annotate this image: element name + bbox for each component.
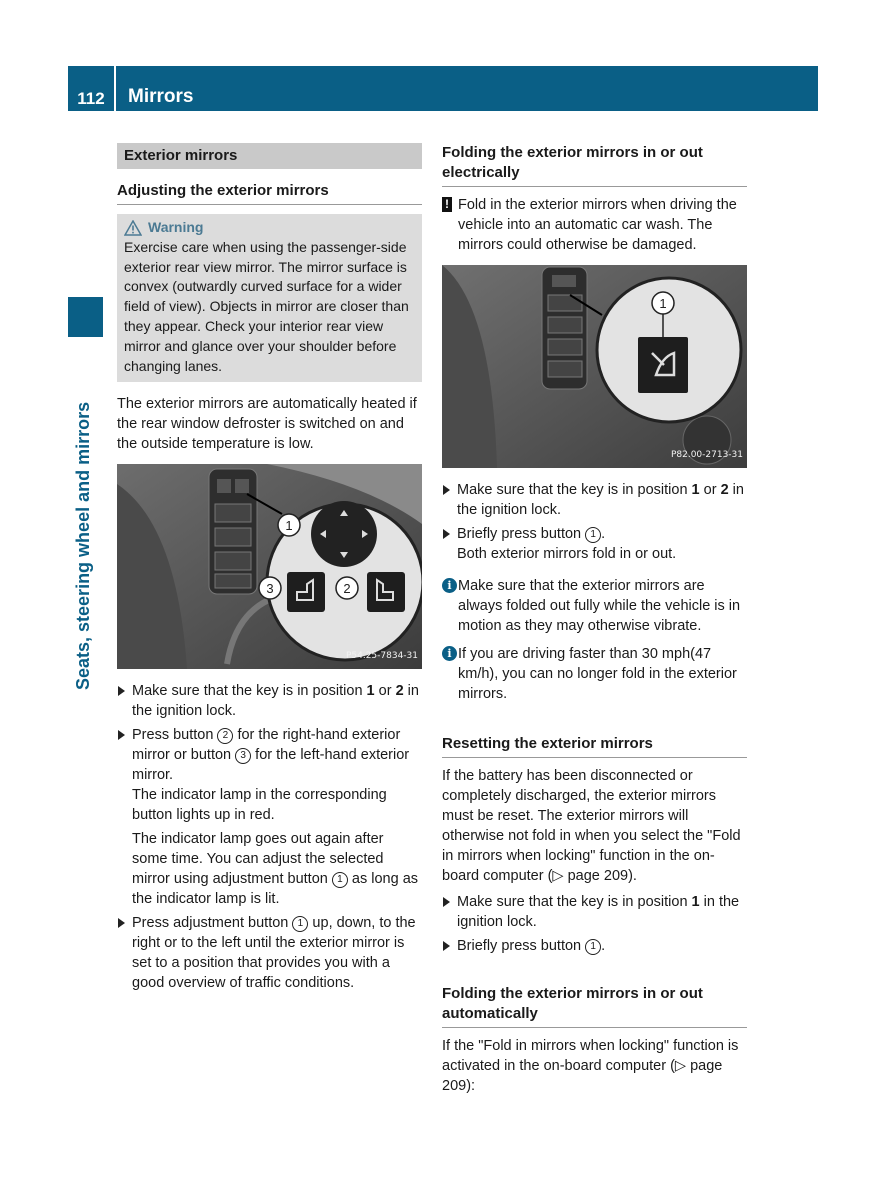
step-text: Briefly press button [457, 938, 586, 954]
step-text: Briefly press button [457, 526, 586, 542]
reset-text: If the battery has been disconnected or completely discharged, the exterior mirrors must be reset. The exterior mirrors will otherwise not fold in when you select the "Fold in mirrors when locking" function in the on-board computer (▷ page 209). [442, 768, 741, 884]
button-ref: 3 [235, 748, 251, 764]
callout-3: 3 [266, 581, 274, 597]
step-text: for the left-hand exterior mirror. [132, 747, 410, 784]
step-value: 1 [366, 683, 375, 700]
caution-text: Fold in the exterior mirrors when driving the vehicle into an automatic car wash. The mirrors could otherwise be damaged. [458, 197, 737, 253]
step-text: in the ignition lock. [457, 894, 740, 930]
page-header [68, 66, 818, 111]
heading-folding-automatically: Folding the exterior mirrors in or out automatically [442, 984, 747, 1028]
page-number: 112 [77, 89, 105, 108]
left-column [117, 143, 422, 993]
bullet-arrow-icon [443, 941, 450, 951]
step-text: Make sure that the key is in position [457, 894, 692, 910]
step-adjust [117, 913, 422, 993]
step-text: for the right-hand exterior mirror or button [132, 727, 401, 764]
fold-button-illustration [442, 265, 747, 468]
reset-step-press [442, 936, 747, 956]
button-ref: 2 [217, 728, 233, 744]
info-icon: i [442, 578, 457, 593]
warning-text: Exercise care when using the passenger-side exterior rear view mirror. The mirror surface is convex (outwardly curved surface for a wider field of view). Objects in mirror are closer than they appear. Check your interior rear view mirror and glance over your shoulder before changing lanes. [124, 238, 409, 374]
step-text: or [374, 683, 396, 700]
intro-text: The exterior mirrors are automatically heated if the rear window defroster is switched on and the outside temperature is low. [117, 396, 417, 453]
section-heading: Exterior mirrors [117, 143, 422, 169]
warning-title-row [124, 218, 415, 238]
header-divider [114, 66, 116, 111]
step-result: The indicator lamp in the corresponding button lights up in red. [132, 787, 387, 824]
info-note [442, 576, 747, 636]
step-text: Make sure that the key is in position [457, 482, 692, 498]
step-text: or [699, 482, 721, 498]
info-note [442, 644, 747, 704]
button-ref: 1 [332, 872, 348, 888]
caution-note [442, 195, 747, 255]
heading-resetting: Resetting the exterior mirrors [442, 734, 747, 758]
warning-box [117, 214, 422, 382]
step-value: 2 [395, 683, 404, 700]
callout-1: 1 [659, 296, 667, 311]
caution-icon: ! [442, 197, 452, 212]
button-ref: 1 [585, 939, 601, 955]
step-text: . [601, 938, 606, 954]
step-value: 2 [720, 482, 729, 498]
step-key-position [117, 681, 422, 721]
heading-folding-electrically: Folding the exterior mirrors in or out electrically [442, 143, 747, 187]
fold-button-figure [442, 265, 747, 468]
button-ref: 1 [292, 916, 308, 932]
step-key-position [442, 480, 747, 520]
step-press-fold [442, 524, 747, 544]
step-result: Both exterior mirrors fold in or out. [457, 546, 677, 562]
bullet-arrow-icon [443, 485, 450, 495]
bullet-arrow-icon [118, 686, 125, 696]
figure-caption: P82.00-2713-31 [670, 450, 743, 460]
bullet-arrow-icon [443, 897, 450, 907]
callout-1: 1 [285, 518, 293, 534]
warning-triangle-icon [124, 220, 142, 236]
warning-title: Warning [148, 219, 204, 235]
step-text: as long as the indicator lamp is lit. [132, 871, 419, 908]
step-text: The indicator lamp goes out again after some time. You can adjust the selected mirror using adjustment button [132, 831, 384, 888]
note-text: Make sure that the exterior mirrors are always folded out fully while the vehicle is in motion as they may otherwise vibrate. [458, 578, 741, 634]
step-text: in the ignition lock. [457, 482, 744, 518]
step-text: Press adjustment button [132, 915, 293, 932]
note-text: If you are driving faster than 30 mph(47 km/h), you can no longer fold in the exterior mirrors. [458, 646, 737, 702]
bullet-arrow-icon [443, 529, 450, 539]
step-result [117, 829, 422, 909]
step-text: . [601, 526, 606, 542]
auto-text: If the "Fold in mirrors when locking" function is activated in the on-board computer (▷ page 209): [442, 1038, 739, 1094]
page-title: Mirrors [128, 86, 194, 107]
right-column [442, 143, 747, 1096]
chapter-label: Seats, steering wheel and mirrors [73, 401, 93, 690]
bullet-arrow-icon [118, 918, 125, 928]
mirror-controls-figure [117, 464, 422, 669]
reset-step-key [442, 892, 747, 932]
step-text: Press button [132, 727, 218, 744]
door-panel-illustration [117, 464, 422, 669]
subheading-adjusting: Adjusting the exterior mirrors [117, 181, 422, 205]
step-text: in the ignition lock. [132, 683, 419, 720]
button-ref: 1 [585, 527, 601, 543]
step-value: 1 [691, 482, 700, 498]
step-value: 1 [691, 894, 700, 910]
bullet-arrow-icon [118, 730, 125, 740]
step-text: up, down, to the right or to the left until the exterior mirror is set to a position that provides you with a good overview of traffic conditions. [132, 915, 416, 992]
step-press-button [117, 725, 422, 785]
callout-2: 2 [343, 581, 351, 597]
info-icon: i [442, 646, 457, 661]
step-text: Make sure that the key is in position [132, 683, 367, 700]
figure-caption: P54.25-7834-31 [345, 651, 418, 662]
